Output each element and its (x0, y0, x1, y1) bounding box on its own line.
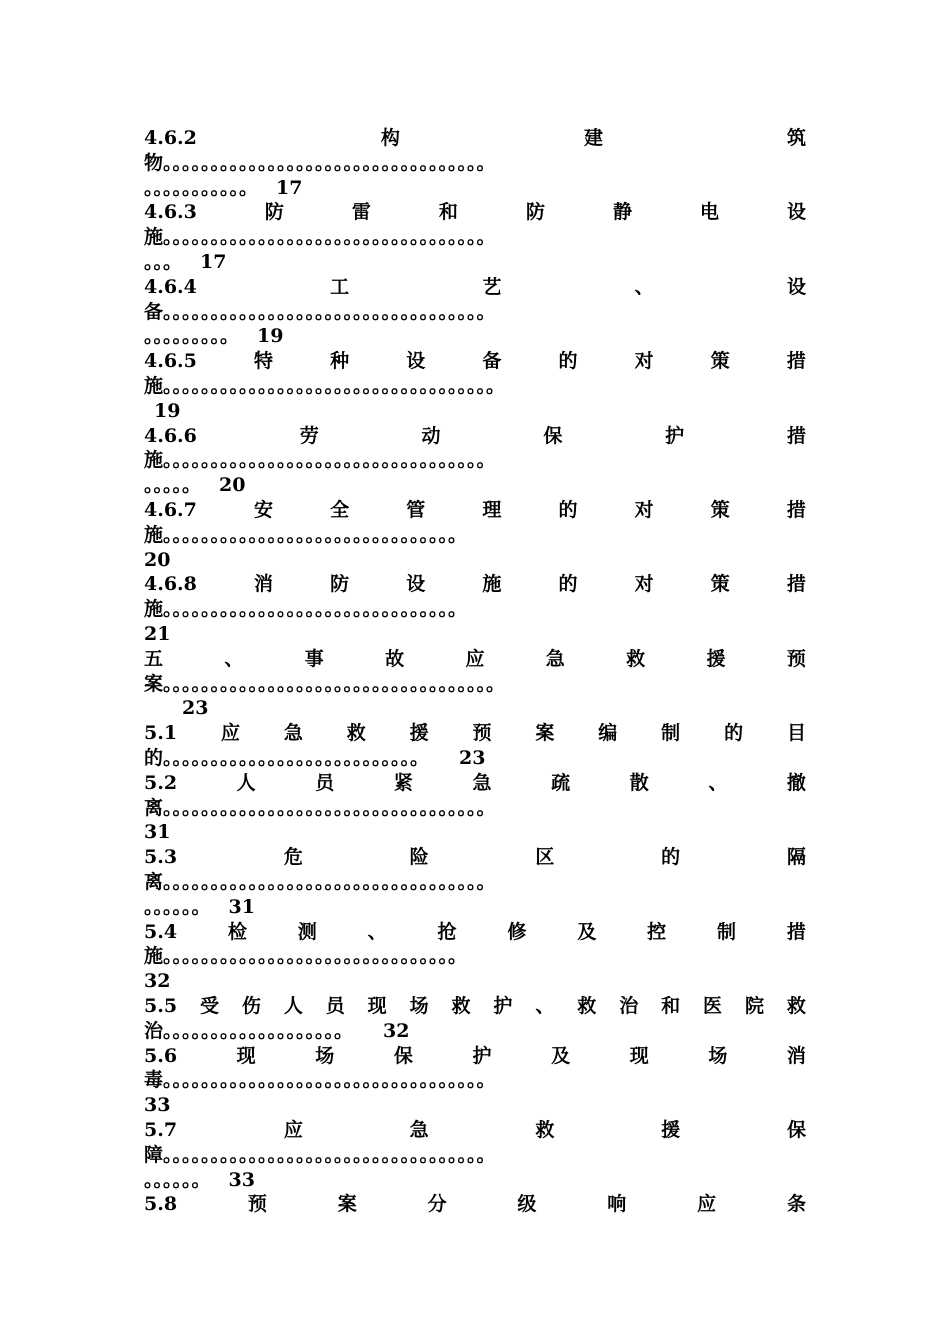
toc-entry-title-char: 预 (472, 722, 492, 745)
toc-leader-dots: 。。。。。。。。。。。 (144, 176, 259, 199)
toc-entry-title-char: 制 (661, 722, 681, 745)
toc-leader-dots: 施。。。。。。。。。。。。。。。。。。。。。。。。。。。。。。。。。。 (144, 226, 496, 249)
toc-entry-title-char: 护 (665, 424, 685, 447)
toc-entry-title-char: 护 (472, 1044, 492, 1067)
toc-entry-leader (144, 448, 496, 473)
toc-entry-title-char: 目 (786, 722, 806, 745)
toc-entry-number: 4.6.7 (144, 499, 197, 521)
toc-page-number-line (144, 969, 170, 994)
toc-entry-title-char: 案 (337, 1193, 357, 1216)
toc-page-number-line (144, 1093, 170, 1118)
toc-entry-number: 5.1 (144, 722, 178, 745)
toc-page-number: 19 (257, 325, 284, 348)
toc-entry-title-char: 控 (647, 920, 667, 943)
toc-entry-title-char: 和 (438, 201, 458, 224)
toc-entry-title-char: 响 (607, 1193, 627, 1216)
toc-entry-title-char: 场 (315, 1044, 335, 1067)
toc-entry-title-char: 检 (227, 920, 247, 943)
toc-entry-title-char: 急 (283, 722, 303, 745)
toc-entry-leader (144, 473, 245, 498)
toc-entry-title-char: 测 (297, 920, 317, 943)
toc-entry-leader (144, 944, 467, 969)
toc-leader-dots: 的。。。。。。。。。。。。。。。。。。。。。。。。。。。 (144, 747, 430, 769)
toc-entry-title-char: 应 (220, 722, 240, 745)
toc-leader-dots: 离。。。。。。。。。。。。。。。。。。。。。。。。。。。。。。。。。。 (144, 871, 496, 893)
toc-entry-title-char: 人 (236, 771, 256, 794)
toc-entry-title-char: 工 (330, 275, 350, 298)
toc-entry-title-char: 艺 (482, 275, 502, 298)
toc-entry-title-char: 防 (525, 201, 545, 224)
toc-page-number-line (144, 399, 180, 424)
toc-leader-dots: 。。。。。 (144, 474, 202, 497)
toc-entry-number: 4.6.2 (144, 127, 197, 149)
toc-entry-leader (144, 1019, 409, 1044)
toc-entry-title-char: 的 (558, 499, 578, 521)
toc-entry-leader (144, 895, 255, 920)
toc-entry-number: 5.4 (144, 920, 178, 943)
toc-entry-title-char: 消 (786, 1044, 806, 1067)
toc-entry-title-char: 防 (264, 201, 284, 224)
toc-entry-title-char: 防 (330, 573, 350, 596)
toc-entry-title-char: 的 (661, 846, 681, 869)
toc-entry-heading[interactable] (144, 845, 806, 870)
toc-entry-leader (144, 1068, 496, 1093)
toc-entry-number: 5.7 (144, 1119, 178, 1141)
toc-entry-number: 5.3 (144, 846, 178, 869)
toc-entry-title-char: 劳 (299, 424, 319, 447)
toc-entry-title-char: 设 (786, 201, 806, 224)
toc-entry-leader (144, 746, 485, 771)
toc-entry-title-char: 设 (406, 350, 426, 373)
toc-entry-title-char: 策 (710, 499, 730, 521)
toc-page-number: 17 (276, 176, 303, 199)
toc-page-number: 31 (228, 895, 255, 918)
toc-entry-title-char: 援 (706, 647, 726, 670)
toc-entry-number: 4.6.3 (144, 201, 197, 224)
toc-entry-title-char: 危 (283, 846, 303, 869)
toc-entry-title-char: 的 (558, 350, 578, 373)
toc-page-number-line (144, 548, 170, 573)
toc-entry-heading[interactable] (144, 771, 806, 796)
toc-leader-dots: 施。。。。。。。。。。。。。。。。。。。。。。。。。。。。。。。 (144, 523, 468, 546)
toc-entry-title-char: 散 (629, 771, 649, 794)
toc-entry-title-char: 院 (744, 995, 764, 1017)
toc-page-number: 21 (144, 623, 171, 645)
toc-page-number: 32 (144, 970, 171, 993)
toc-entry-leader (144, 672, 505, 697)
toc-entry-title-char: 抢 (437, 920, 457, 943)
toc-entry-title-char: 救 (451, 995, 471, 1017)
toc-entry-title-char: 全 (330, 499, 350, 521)
toc-entry-title-char: 急 (545, 647, 565, 670)
toc-entry-leader (144, 151, 496, 176)
toc-entry-title-char: 保 (543, 424, 563, 447)
toc-entry-heading[interactable] (144, 920, 806, 945)
toc-page-number: 20 (219, 474, 246, 497)
toc-page-number: 19 (154, 399, 181, 422)
toc-entry-heading[interactable] (144, 1044, 806, 1069)
toc-entry-title-char: 消 (254, 573, 274, 596)
toc-entry-title-char: 场 (708, 1044, 728, 1067)
toc-entry-number: 4.6.4 (144, 275, 197, 298)
toc-entry-leader (144, 300, 496, 325)
toc-entry-heading[interactable] (144, 994, 806, 1019)
toc-entry-title-char: 施 (482, 573, 502, 596)
toc-entry-title-char: 应 (465, 647, 485, 670)
toc-leader-dots: 施。。。。。。。。。。。。。。。。。。。。。。。。。。。。。。。。。。。 (144, 375, 506, 397)
toc-entry-title-char: 理 (482, 499, 502, 521)
toc-entry-title-char: 险 (409, 846, 429, 869)
toc-entry-number: 5.8 (144, 1193, 178, 1216)
toc-page-number: 32 (383, 1019, 410, 1042)
toc-entry-title-char: 、 (708, 771, 728, 794)
toc-entry-title-char: 级 (517, 1193, 537, 1216)
toc-entry-title-char: 和 (661, 995, 681, 1017)
toc-page-number: 17 (200, 251, 227, 273)
toc-entry-title-char: 、 (367, 920, 387, 943)
toc-entry-title-char: 应 (283, 1119, 303, 1141)
toc-entry-title-char: 救 (346, 722, 366, 745)
toc-page-number-line (144, 820, 170, 845)
toc-entry-number: 4.6.6 (144, 424, 197, 447)
toc-entry-heading[interactable] (144, 200, 806, 225)
toc-entry-title-char: 、 (634, 275, 654, 298)
toc-entry-number: 5.2 (144, 771, 178, 794)
toc-entry-title-char: 受 (199, 995, 219, 1017)
toc-entry-title-char: 安 (254, 499, 274, 521)
toc-entry-title-char: 策 (710, 350, 730, 373)
toc-entry-title-char: 疏 (551, 771, 571, 794)
toc-entry-title-char: 紧 (393, 771, 413, 794)
toc-entry-heading[interactable] (144, 349, 806, 374)
toc-entry-title-char: 区 (535, 846, 555, 869)
toc-entry-title-char: 伤 (241, 995, 261, 1017)
toc-entry-title-char: 及 (551, 1044, 571, 1067)
toc-entry-heading[interactable] (144, 275, 806, 300)
toc-entry-leader (144, 225, 496, 250)
toc-entry-title-char: 护 (493, 995, 513, 1017)
toc-leader-dots: 障。。。。。。。。。。。。。。。。。。。。。。。。。。。。。。。。。。 (144, 1143, 496, 1166)
toc-leader-dots: 案。。。。。。。。。。。。。。。。。。。。。。。。。。。。。。。。。。。 (144, 672, 506, 695)
toc-entry-leader (144, 523, 467, 548)
toc-leader-dots: 施。。。。。。。。。。。。。。。。。。。。。。。。。。。。。。。。。。 (144, 449, 496, 472)
toc-entry-title-char: 员 (325, 995, 345, 1017)
toc-entry-title-char: 救 (626, 647, 646, 670)
toc-leader-dots: 备。。。。。。。。。。。。。。。。。。。。。。。。。。。。。。。。。。 (144, 300, 496, 323)
toc-entry-leader (144, 324, 283, 349)
toc-entry-title-char: 种 (330, 350, 350, 373)
toc-leader-dots: 施。。。。。。。。。。。。。。。。。。。。。。。。。。。。。。。 (144, 598, 468, 621)
toc-entry-leader (144, 250, 226, 275)
toc-leader-dots: 离。。。。。。。。。。。。。。。。。。。。。。。。。。。。。。。。。。 (144, 796, 496, 819)
toc-entry-title-char: 措 (786, 920, 806, 943)
toc-entry-title-char: 预 (786, 647, 806, 670)
toc-entry-title-char: 措 (786, 573, 806, 596)
toc-entry-title-char: 雷 (351, 201, 371, 224)
toc-entry-title-char: 人 (283, 995, 303, 1017)
toc-entry-title-char: 现 (367, 995, 387, 1017)
toc-entry-title-char: 策 (710, 573, 730, 596)
toc-leader-dots: 施。。。。。。。。。。。。。。。。。。。。。。。。。。。。。。。 (144, 945, 468, 968)
toc-entry-title-char: 治 (619, 995, 639, 1017)
toc-entry-title-char: 撤 (786, 771, 806, 794)
toc-entry-leader (144, 176, 302, 201)
toc-entry-title-char: 援 (661, 1119, 681, 1141)
toc-entry-title-char: 筑 (786, 127, 806, 149)
toc-leader-dots: 。。。。。。 (144, 895, 211, 918)
toc-entry-title-char: 故 (385, 647, 405, 670)
toc-entry-title-char: 保 (393, 1044, 413, 1067)
toc-page-number: 23 (459, 747, 486, 769)
toc-page-number-line (144, 622, 170, 647)
toc-entry-title-char: 条 (786, 1193, 806, 1216)
toc-entry-number: 5.5 (144, 995, 178, 1017)
toc-entry-title-char: 静 (612, 201, 632, 224)
toc-entry-title-char: 电 (699, 201, 719, 224)
toc-entry-heading[interactable] (144, 1118, 806, 1143)
toc-entry-title-char: 特 (254, 350, 274, 373)
toc-entry-title-char: 管 (406, 499, 426, 521)
toc-entry-number: 5.6 (144, 1044, 178, 1067)
toc-entry-leader (144, 1143, 496, 1168)
toc-entry-title-char: 建 (583, 127, 603, 149)
toc-leader-dots: 治。。。。。。。。。。。。。。。。。。。 (144, 1019, 354, 1042)
toc-entry-title-char: 备 (482, 350, 502, 373)
toc-entry-title-char: 的 (558, 573, 578, 596)
toc-entry-title-char: 制 (717, 920, 737, 943)
toc-entry-title-char: 构 (380, 127, 400, 149)
toc-entry-title-char: 事 (304, 647, 324, 670)
toc-entry-title-char: 案 (535, 722, 555, 745)
toc-leader-dots: 。。。。。。 (144, 1168, 211, 1191)
toc-entry-title-char: 救 (535, 1119, 555, 1141)
toc-entry-title-char: 、 (535, 995, 555, 1017)
toc-entry-title-char: 措 (786, 350, 806, 373)
toc-entry-title-char: 场 (409, 995, 429, 1017)
toc-entry-number: 4.6.5 (144, 350, 197, 373)
toc-entry-heading[interactable] (144, 1192, 806, 1217)
toc-entry-title-char: 对 (634, 499, 654, 521)
toc-entry-title-char: 预 (247, 1193, 267, 1216)
toc-page-number: 33 (144, 1094, 171, 1117)
toc-entry-heading[interactable] (144, 572, 806, 597)
toc-page-number: 33 (228, 1168, 255, 1191)
toc-entry-title-char: 应 (697, 1193, 717, 1216)
toc-entry-title-char: 急 (472, 771, 492, 794)
toc-entry-title-char: 措 (786, 499, 806, 521)
toc-entry-title-char: 分 (427, 1193, 447, 1216)
toc-leader-dots: 毒。。。。。。。。。。。。。。。。。。。。。。。。。。。。。。。。。。 (144, 1069, 496, 1092)
toc-entry-title-char: 编 (598, 722, 618, 745)
toc-entry-title-char: 医 (703, 995, 723, 1017)
toc-entry-title-char: 、 (224, 647, 244, 670)
toc-entry-heading[interactable] (144, 647, 806, 672)
toc-entry-title-char: 修 (507, 920, 527, 943)
toc-entry-heading[interactable] (144, 498, 806, 523)
toc-entry-title-char: 保 (786, 1119, 806, 1141)
toc-entry-title-char: 救 (577, 995, 597, 1017)
toc-entry-title-char: 急 (409, 1119, 429, 1141)
toc-page-number-line (144, 696, 208, 721)
toc-leader-dots: 物。。。。。。。。。。。。。。。。。。。。。。。。。。。。。。。。。。 (144, 151, 496, 174)
toc-entry-number: 4.6.8 (144, 573, 197, 596)
toc-entry-title-char: 现 (236, 1044, 256, 1067)
toc-entry-leader (144, 374, 505, 399)
toc-entry-leader (144, 796, 496, 821)
toc-entry-title-char: 动 (421, 424, 441, 447)
toc-page-number: 31 (144, 821, 171, 844)
toc-entry-leader (144, 597, 467, 622)
toc-entry-title-char: 设 (406, 573, 426, 596)
toc-entry-title-char: 的 (724, 722, 744, 745)
toc-leader-dots: 。。。。。。。。。 (144, 325, 240, 348)
toc-entry-title-char: 救 (786, 995, 806, 1017)
toc-entry-title-char: 援 (409, 722, 429, 745)
toc-entry-title-char: 员 (315, 771, 335, 794)
toc-entry-title-char: 措 (786, 424, 806, 447)
toc-leader-dots: 。。。 (144, 251, 183, 273)
toc-page-number: 23 (182, 697, 209, 720)
toc-entry-title-char: 对 (634, 350, 654, 373)
toc-entry-number: 五 (144, 647, 164, 670)
toc-entry-title-char: 设 (786, 275, 806, 298)
toc-entry-heading[interactable] (144, 424, 806, 449)
toc-entry-title-char: 对 (634, 573, 654, 596)
toc-entry-title-char: 及 (577, 920, 597, 943)
toc-entry-leader (144, 1168, 255, 1193)
toc-entry-heading[interactable] (144, 126, 806, 151)
toc-entry-title-char: 隔 (786, 846, 806, 869)
toc-page-number: 20 (144, 548, 171, 571)
toc-entry-heading[interactable] (144, 721, 806, 746)
toc-entry-title-char: 现 (629, 1044, 649, 1067)
toc-entry-leader (144, 870, 496, 895)
